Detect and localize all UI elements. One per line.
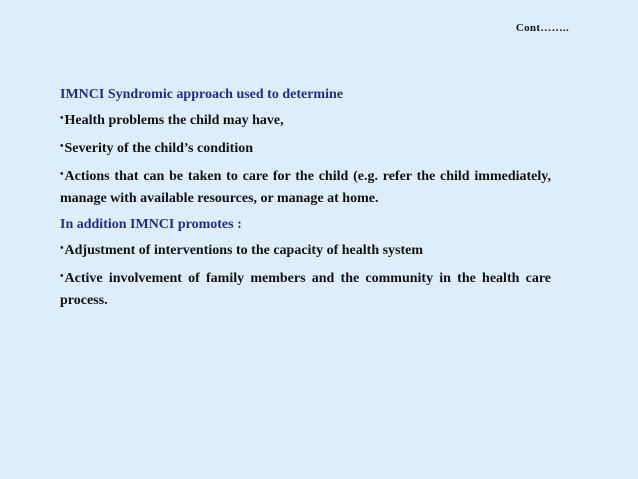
bullet-item bbox=[60, 110, 551, 132]
bullet-item bbox=[60, 268, 551, 311]
heading-imnci-promotes: In addition IMNCI promotes : bbox=[60, 217, 242, 232]
bullet-text: Severity of the child’s condition bbox=[64, 141, 253, 156]
bullet-text: Adjustment of interventions to the capacity of health system bbox=[64, 243, 424, 258]
bullet-icon: • bbox=[60, 141, 64, 152]
bullet-icon: • bbox=[60, 169, 64, 180]
bullet-text: Health problems the child may have, bbox=[64, 113, 284, 128]
bullet-item bbox=[60, 166, 551, 209]
heading-syndromic-approach: IMNCI Syndromic approach used to determine bbox=[60, 87, 343, 102]
bullet-item bbox=[60, 138, 551, 160]
bullet-icon: • bbox=[60, 113, 64, 124]
bullet-text: Actions that can be taken to care for the child (e.g. refer the child immediately, manage with available resources, or manage at home. bbox=[60, 169, 551, 206]
bullet-icon: • bbox=[60, 271, 64, 282]
bullet-text: Active involvement of family members and the community in the health care process. bbox=[60, 271, 551, 308]
bullet-item bbox=[60, 240, 551, 262]
continuation-label: Cont…….. bbox=[515, 22, 569, 34]
slide-content bbox=[60, 85, 551, 317]
bullet-icon: • bbox=[60, 243, 64, 254]
